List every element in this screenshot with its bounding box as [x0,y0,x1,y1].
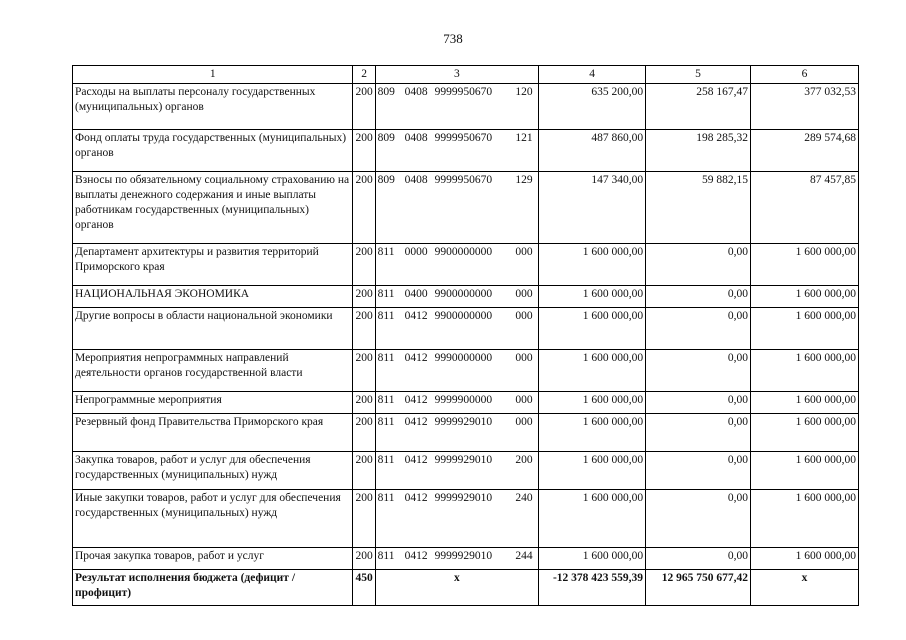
expense-classification-code [375,308,538,350]
section-code: 0412 [404,492,428,504]
executed-amount: 0,00 [646,414,751,452]
remaining-amount: 1 600 000,00 [750,392,858,414]
executed-amount: 0,00 [646,392,751,414]
planned-amount: 1 600 000,00 [539,350,646,392]
executed-amount: 0,00 [646,350,751,392]
executed-amount: 0,00 [646,244,751,286]
target-article-code: 9900000000 [434,288,493,300]
total-label: Результат исполнения бюджета (дефицит / профицит) [73,570,353,606]
remaining-amount: 1 600 000,00 [750,350,858,392]
column-header: 4 [539,66,646,84]
table-row [73,490,859,548]
executed-amount: 59 882,15 [646,172,751,244]
planned-amount: 1 600 000,00 [539,244,646,286]
executed-amount: 0,00 [646,548,751,570]
remaining-amount: 1 600 000,00 [750,308,858,350]
expense-type-code: 200 [515,454,533,466]
expense-type-code: 000 [515,416,533,428]
expense-classification-code [375,286,538,308]
expense-type-code: 000 [515,246,533,258]
table-row [73,392,859,414]
table-row [73,84,859,130]
column-number-row [73,66,859,84]
remaining-amount: 289 574,68 [750,130,858,172]
line-code: 200 [353,392,375,414]
row-name: Мероприятия непрограммных направлений деятельности органов государственной власти [73,350,353,392]
ved-code: 811 [377,394,395,406]
line-code: 200 [353,548,375,570]
row-name: Резервный фонд Правительства Приморского края [73,414,353,452]
ved-code: 811 [377,310,395,322]
executed-amount: 0,00 [646,308,751,350]
total-executed: 12 965 750 677,42 [646,570,751,606]
row-name: НАЦИОНАЛЬНАЯ ЭКОНОМИКА [73,286,353,308]
row-name: Иные закупки товаров, работ и услуг для обеспечения государственных (муниципальных) нужд [73,490,353,548]
remaining-amount: 377 032,53 [750,84,858,130]
section-code: 0408 [404,174,428,186]
budget-execution-table [72,65,859,606]
table-row [73,452,859,490]
total-code: x [375,570,538,606]
line-code: 200 [353,414,375,452]
ved-code: 811 [377,416,395,428]
expense-type-code: 121 [515,132,533,144]
remaining-amount: 1 600 000,00 [750,548,858,570]
expense-type-code: 244 [515,550,533,562]
executed-amount: 0,00 [646,286,751,308]
section-code: 0412 [404,454,428,466]
ved-code: 811 [377,288,395,300]
expense-type-code: 000 [515,394,533,406]
row-name: Непрограммные мероприятия [73,392,353,414]
total-row [73,570,859,606]
ved-code: 809 [377,132,395,144]
line-code: 200 [353,244,375,286]
target-article-code: 9999929010 [434,550,493,562]
expense-classification-code [375,490,538,548]
expense-type-code: 129 [515,174,533,186]
planned-amount: 487 860,00 [539,130,646,172]
expense-type-code: 000 [515,352,533,364]
planned-amount: 1 600 000,00 [539,392,646,414]
row-name: Взносы по обязательному социальному страхованию на выплаты денежного содержания и иные выплаты работникам государственных (муниципальных) органов [73,172,353,244]
planned-amount: 1 600 000,00 [539,452,646,490]
expense-classification-code [375,244,538,286]
planned-amount: 1 600 000,00 [539,414,646,452]
expense-classification-code [375,172,538,244]
target-article-code: 9999950670 [434,86,493,98]
line-code: 200 [353,490,375,548]
section-code: 0412 [404,352,428,364]
row-name: Департамент архитектуры и развития территорий Приморского края [73,244,353,286]
row-name: Расходы на выплаты персоналу государственных (муниципальных) органов [73,84,353,130]
target-article-code: 9999929010 [434,454,493,466]
row-name: Фонд оплаты труда государственных (муниципальных) органов [73,130,353,172]
expense-type-code: 000 [515,288,533,300]
ved-code: 811 [377,492,395,504]
remaining-amount: 1 600 000,00 [750,414,858,452]
expense-classification-code [375,130,538,172]
expense-classification-code [375,350,538,392]
remaining-amount: 87 457,85 [750,172,858,244]
page-number: 738 [443,31,463,46]
table-row [73,130,859,172]
executed-amount: 0,00 [646,452,751,490]
line-code: 200 [353,286,375,308]
section-code: 0408 [404,86,428,98]
column-header: 2 [353,66,375,84]
section-code: 0000 [404,246,428,258]
column-header: 1 [73,66,353,84]
planned-amount: 147 340,00 [539,172,646,244]
table-row [73,350,859,392]
target-article-code: 9990000000 [434,352,493,364]
row-name: Другие вопросы в области национальной экономики [73,308,353,350]
expense-type-code: 120 [515,86,533,98]
target-article-code: 9999950670 [434,174,493,186]
ved-code: 811 [377,550,395,562]
planned-amount: 1 600 000,00 [539,490,646,548]
ved-code: 811 [377,454,395,466]
row-name: Закупка товаров, работ и услуг для обеспечения государственных (муниципальных) нужд [73,452,353,490]
planned-amount: 1 600 000,00 [539,286,646,308]
target-article-code: 9999900000 [434,394,493,406]
section-code: 0400 [404,288,428,300]
executed-amount: 198 285,32 [646,130,751,172]
line-code: 200 [353,308,375,350]
expense-classification-code [375,392,538,414]
planned-amount: 1 600 000,00 [539,548,646,570]
expense-classification-code [375,452,538,490]
remaining-amount: 1 600 000,00 [750,286,858,308]
line-code: 200 [353,130,375,172]
column-header: 5 [646,66,751,84]
section-code: 0412 [404,550,428,562]
total-line-code: 450 [353,570,375,606]
remaining-amount: 1 600 000,00 [750,490,858,548]
executed-amount: 0,00 [646,490,751,548]
table-row [73,172,859,244]
expense-type-code: 000 [515,310,533,322]
column-header: 6 [750,66,858,84]
table-row [73,244,859,286]
section-code: 0408 [404,132,428,144]
target-article-code: 9999929010 [434,416,493,428]
expense-classification-code [375,84,538,130]
section-code: 0412 [404,416,428,428]
target-article-code: 9999950670 [434,132,493,144]
ved-code: 811 [377,352,395,364]
planned-amount: 1 600 000,00 [539,308,646,350]
expense-type-code: 240 [515,492,533,504]
expense-classification-code [375,414,538,452]
table-row [73,414,859,452]
expense-classification-code [375,548,538,570]
row-name: Прочая закупка товаров, работ и услуг [73,548,353,570]
section-code: 0412 [404,394,428,406]
remaining-amount: 1 600 000,00 [750,452,858,490]
table-row [73,548,859,570]
line-code: 200 [353,452,375,490]
total-remaining: x [750,570,858,606]
target-article-code: 9900000000 [434,246,493,258]
section-code: 0412 [404,310,428,322]
table-row [73,308,859,350]
executed-amount: 258 167,47 [646,84,751,130]
ved-code: 809 [377,174,395,186]
total-planned: -12 378 423 559,39 [539,570,646,606]
line-code: 200 [353,172,375,244]
column-header: 3 [375,66,538,84]
table-row [73,286,859,308]
planned-amount: 635 200,00 [539,84,646,130]
target-article-code: 9900000000 [434,310,493,322]
line-code: 200 [353,84,375,130]
ved-code: 809 [377,86,395,98]
remaining-amount: 1 600 000,00 [750,244,858,286]
ved-code: 811 [377,246,395,258]
line-code: 200 [353,350,375,392]
target-article-code: 9999929010 [434,492,493,504]
